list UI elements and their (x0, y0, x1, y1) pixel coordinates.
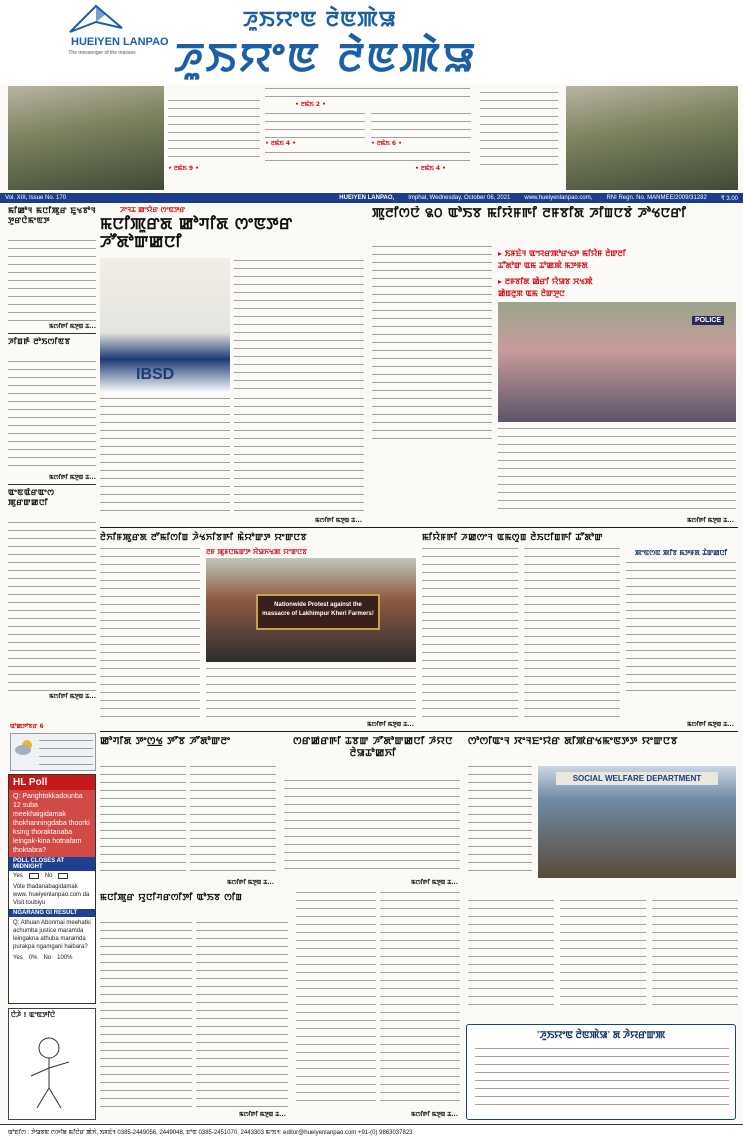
masthead-title-large: ꯍꯨꯏꯌꯦꯟ ꯂꯥꯟꯄꯥꯎ (172, 35, 480, 81)
lower-4-col-2 (196, 922, 288, 1108)
lower-5-col-2 (380, 892, 460, 1108)
left-story-1-headline[interactable]: ꯃꯤꯀꯣꯜ ꯃꯅꯤꯄꯨꯔ ꯐꯨꯠꯕꯣꯜ ꯇꯨꯔꯅꯥꯃꯦꯟꯇ (8, 206, 96, 225)
social-welfare-sign: SOCIAL WELFARE DEPARTMENT (556, 772, 718, 785)
weather-widget (10, 733, 96, 771)
place-date: Imphal, Wednesday, October 06, 2021 (408, 195, 511, 201)
lower-3-headline[interactable]: ꯁꯣꯁꯤꯑꯦꯜ ꯋꯦꯜꯐꯦꯌꯥꯔ ꯗꯤꯄꯥꯔꯠꯃꯦꯟꯇꯇ ꯌꯦꯛꯅꯕ (468, 736, 678, 747)
lower-5-col-1 (296, 892, 376, 1108)
right-lead-headline[interactable]: ꯄꯨꯂꯤꯁꯅꯥ ꯲꯰ ꯑꯣꯏꯕ ꯃꯤꯌꯥꯝꯒꯤ ꯂꯝꯕꯤꯗ ꯍꯤꯡꯅꯕꯥ ꯍꯣꯠꯅꯔꯤ (372, 206, 687, 221)
lower-story-3 (468, 736, 738, 896)
left-story-2-headline[interactable]: ꯍꯤꯡꯒꯥ ꯂꯣꯏꯁꯤꯟꯕ (8, 337, 71, 346)
lead-story-col-2 (100, 398, 230, 514)
lower-4-col-1 (100, 922, 192, 1108)
cartoon-figure-icon (9, 1022, 93, 1112)
lower-story-4 (100, 892, 290, 1118)
bullet-1: ▸ ꯏꯝꯐꯥꯜ ꯑꯦꯌꯔꯄꯣꯔꯠꯇ ꯃꯤꯌꯥꯝ ꯂꯥꯛꯂꯤ (498, 249, 626, 258)
lower-1-headline[interactable]: ꯀꯣꯚꯤꯗ ꯇꯦꯁ꯭ꯠ ꯇꯧꯕ ꯍꯧꯗꯣꯛꯂꯦ (100, 736, 231, 747)
hl-poll (8, 774, 96, 1004)
mr-more[interactable]: ꯃꯁꯤꯒꯤ ꯃꯇꯨꯡ ꯊ... (687, 721, 734, 728)
lower-2-headline[interactable]: ꯁꯔꯀꯥꯔꯒꯤ ꯊꯕꯛ ꯍꯧꯗꯣꯛꯀꯅꯤ ꯍꯥꯌꯅ ꯂꯥꯎꯊꯣꯀꯈꯤ (293, 736, 453, 759)
poll-result-no-pct: 100% (57, 955, 73, 961)
right-lead-more[interactable]: ꯃꯁꯤꯒꯤ ꯃꯇꯨꯡ ꯊ... (687, 517, 734, 524)
poll-question: Q: Panghtokkadounba 12 suba meekhaigidamak thokhanningdaba thoorki ksing thoraktanaba leingak-kina hotnafam thoktabra? (9, 790, 95, 857)
masthead-title-small: ꯍꯨꯏꯌꯦꯟ ꯂꯥꯟꯄꯥꯎ (243, 7, 397, 31)
lower-1-col-1 (100, 766, 186, 874)
middle-right-headline[interactable]: ꯃꯤꯌꯥꯝꯒꯤ ꯍꯀꯁꯦꯜ ꯑꯃꯁꯨꯡ ꯂꯥꯏꯅꯤꯡꯒꯤ ꯊꯧꯗꯣꯛ (422, 533, 603, 543)
lower-5-more[interactable]: ꯃꯁꯤꯒꯤ ꯃꯇꯨꯡ ꯊ... (411, 1111, 458, 1118)
notice-body (475, 1048, 729, 1108)
left-story-3-body (8, 522, 96, 692)
rni-number: RNI Regn. No. MANMEE/2009/31282 (606, 195, 707, 201)
left-story-1-body (8, 240, 96, 322)
right-lead-col-1 (372, 246, 492, 446)
poll-result-values (9, 953, 95, 963)
left-story-2-body (8, 361, 96, 473)
poll-yes-checkbox[interactable] (29, 873, 39, 879)
left-story-2-more[interactable]: ꯃꯁꯤꯒꯤ ꯃꯇꯨꯡ ꯊ... (49, 474, 96, 481)
teaser-center-page-2[interactable]: • ꯂꯃꯥꯏ 4 • (265, 140, 296, 147)
teaser-center-page-3[interactable]: • ꯂꯃꯥꯏ 6 • (371, 140, 402, 147)
right-lead-bullets (498, 248, 738, 300)
poll-no-label: No (44, 873, 53, 879)
lead-story-col-1 (234, 260, 364, 392)
lower-4-headline[interactable]: ꯃꯅꯤꯄꯨꯔ ꯌꯨꯅꯤꯚꯔꯁꯤꯇꯤ ꯑꯣꯏꯕ ꯁꯤꯡ (100, 893, 243, 903)
lead-story-center (100, 206, 366, 524)
teaser-photo-right[interactable] (566, 86, 738, 190)
poll-title: HL Poll (9, 775, 95, 790)
footer-contact: ꯑꯣꯐꯤꯁ : ꯇꯥꯎꯕꯟ ꯁꯍꯤꯗ ꯃꯤꯅꯥꯔ ꯄꯥꯈꯥ, ꯏꯝꯐꯥꯜ 0385-2449056, 2449048, ꯐꯣꯟ 0385-2451070, 2443303 ꯃꯦꯏꯜ: editor@hueiyenlanpao.com +91-(0) 9863037823 (0, 1124, 743, 1138)
poll-result-yes-label: Yes (13, 955, 23, 961)
section-rule-2 (100, 731, 738, 732)
mr-sidebar-headline[interactable]: ꯄꯦꯟꯁꯟ ꯄꯤꯕ ꯃꯇꯝꯗ ꯊꯥꯛꯀꯅꯤ (634, 549, 728, 557)
lower-3-col-1 (468, 766, 532, 878)
lower-2-body (284, 780, 460, 874)
notice-title: 'ꯍꯨꯏꯌꯦꯟ ꯂꯥꯟꯄꯥꯎ' ꯗ ꯍꯥꯌꯔꯛꯄ (536, 1030, 666, 1041)
social-welfare-photo[interactable] (538, 766, 736, 878)
protest-banner-line-2: massacre of Lakhimpur Kheri Farmers! (262, 611, 374, 617)
paper-name: HUEIYEN LANPAO, (339, 195, 395, 201)
lead-story-photo[interactable] (100, 258, 230, 393)
lower-4-more[interactable]: ꯃꯁꯤꯒꯤ ꯃꯇꯨꯡ ꯊ... (239, 1111, 286, 1118)
protest-banner (256, 594, 380, 630)
poll-result-title: NGARANG GI RESULT (9, 909, 95, 917)
protest-col-2 (206, 668, 416, 718)
logo-tagline: The messenger of the masses (68, 50, 136, 56)
protest-subhead: ꯂꯝ ꯄꯨꯝꯅꯃꯛꯇ ꯆꯥꯎꯈꯠꯄ ꯌꯦꯛꯅꯕ (206, 548, 307, 556)
lower-2-more[interactable]: ꯃꯁꯤꯒꯤ ꯃꯇꯨꯡ ꯊ... (411, 879, 458, 886)
teaser-center (265, 88, 475, 188)
poll-result-question: Q: Athuan Abonmai meehatki achumba justice maramda leingakna athuba maramda purakpa ngamgani haibara? (13, 920, 91, 950)
website-link[interactable]: www.hueiyenlanpao.com, (524, 195, 593, 201)
lower-story-3-continued (468, 900, 738, 1018)
cloud-sun-icon (14, 738, 36, 756)
protest-story (100, 532, 418, 728)
protest-headline[interactable]: ꯂꯥꯈꯤꯝꯄꯨꯔꯗ ꯂꯧꯃꯤꯁꯤꯡ ꯍꯥꯠꯈꯤꯕꯒꯤ ꯃꯥꯌꯣꯛꯇ ꯌꯦꯛꯅꯕ (100, 533, 308, 543)
left-column (8, 206, 96, 721)
lead-story-kicker: ꯍꯦꯜꯊ ꯀꯦꯌꯥꯔ ꯁꯦꯟꯇꯔ (120, 206, 186, 214)
mr-col-1 (422, 548, 518, 718)
protest-photo[interactable] (206, 558, 416, 662)
right-lead-photo[interactable] (498, 302, 736, 422)
price: ₹ 3.00 (720, 195, 738, 202)
teaser-right-text (480, 92, 560, 172)
poll-vote-text[interactable]: Vote thadanabagidamak www. hueiyenlanpao.com da Visit toubiyu (13, 884, 90, 906)
issue-info-bar (0, 193, 743, 203)
bullet-3: ▸ ꯂꯝꯕꯤꯗ ꯀꯥꯔꯤ ꯌꯥꯎꯕ ꯆꯠꯄꯥ (498, 277, 593, 286)
bullet-2: ꯊꯧꯗꯣꯛ ꯑꯃ ꯊꯣꯀꯄꯥ ꯃꯇꯝꯗ (498, 261, 588, 270)
middle-right-story (422, 532, 738, 728)
cartoon-title: ꯅꯥꯍꯥ ! ꯑꯦꯟꯇꯤꯅꯥ (11, 1011, 56, 1019)
lower-1-more[interactable]: ꯃꯁꯤꯒꯤ ꯃꯇꯨꯡ ꯊ... (227, 879, 274, 886)
lower-story-1 (100, 736, 278, 886)
podium-label: IBSD (136, 366, 175, 383)
poll-yes-label: Yes (13, 873, 23, 879)
logo-name[interactable]: HUEIYEN LANPAO (71, 36, 169, 48)
teaser-photo-left[interactable] (8, 86, 164, 190)
bullet-4: ꯀꯥꯡꯂꯨꯞ ꯑꯃ ꯂꯥꯛꯇꯨꯅ (498, 289, 565, 298)
volume-issue: Vol. XIII, Issue No. 170 (5, 195, 67, 201)
mr-col-2 (524, 548, 620, 718)
teaser-left-page[interactable]: • ꯂꯃꯥꯏ 9 • (168, 165, 199, 172)
lower-story-2 (284, 736, 462, 886)
cartoon-box (8, 1008, 96, 1120)
poll-options (9, 871, 95, 881)
lead-story-headline[interactable]: ꯃꯅꯤꯄꯨꯔꯗ ꯀꯣꯚꯤꯗ ꯁꯦꯟꯇꯔ ꯍꯧꯗꯣꯛꯀꯅꯤ (100, 215, 293, 251)
lower-story-5 (296, 892, 462, 1118)
section-rule-1 (100, 527, 738, 528)
mr-sidebar (626, 548, 736, 696)
notice-box (466, 1024, 736, 1120)
left-story-3-more[interactable]: ꯃꯁꯤꯒꯤ ꯃꯇꯨꯡ ꯊ... (49, 693, 96, 700)
poll-no-checkbox[interactable] (58, 873, 68, 879)
left-story-1-more[interactable]: ꯃꯁꯤꯒꯤ ꯃꯇꯨꯡ ꯊ... (49, 323, 96, 330)
origami-bird-logo-icon (66, 2, 126, 38)
lead-story-more[interactable]: ꯃꯁꯤꯒꯤ ꯃꯇꯨꯡ ꯊ... (315, 517, 362, 524)
lower-1-col-2 (190, 766, 276, 874)
lead-story-col-3 (234, 398, 364, 514)
lead-story-right (372, 206, 738, 524)
protest-more[interactable]: ꯃꯁꯤꯒꯤ ꯃꯇꯨꯡ ꯊ... (367, 721, 414, 728)
teaser-center-page-4[interactable]: • ꯂꯃꯥꯏ 4 • (415, 165, 446, 172)
left-story-3-headline[interactable]: ꯑꯦꯟꯑꯥꯔꯑꯦꯁ ꯄꯨꯔꯛꯀꯅꯤ (8, 488, 55, 507)
protest-banner-line-1: Nationwide Protest against the (274, 602, 362, 608)
poll-closes: POLL CLOSES AT MIDNIGHT (9, 857, 95, 871)
teaser-left-text (168, 100, 260, 180)
protest-col-1 (100, 548, 200, 718)
poll-result-yes-pct: 0% (28, 955, 38, 961)
poll-result-no-label: No (43, 955, 52, 961)
teaser-center-page-1[interactable]: • ꯂꯃꯥꯏ 2 • (295, 101, 326, 108)
right-lead-col-2 (498, 428, 736, 514)
police-sign-label: POLICE (692, 316, 724, 325)
weather-header: ꯑꯣꯀꯇꯣꯕꯔ 6 (10, 723, 44, 730)
